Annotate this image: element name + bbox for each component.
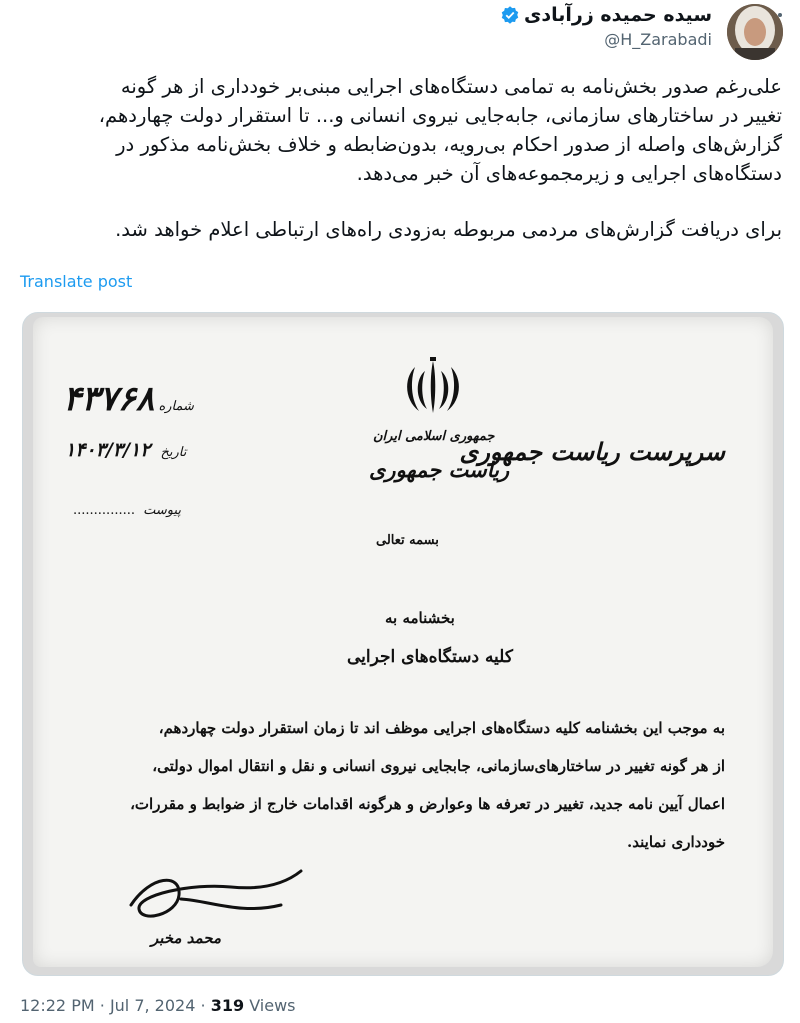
emblem-line-1: جمهوری اسلامی ایران — [373, 429, 495, 444]
author-name[interactable]: سیده حمیده زرآبادی — [523, 4, 712, 26]
signature-icon — [121, 865, 311, 935]
avatar[interactable] — [727, 4, 783, 60]
doc-body-line: از هر گونه تغییر در ساختارهای‌سازمانی، جابجایی نیروی انسانی و نقل و انتقال اموال دولتی، — [152, 757, 725, 775]
tweet-paragraph-2: برای دریافت گزارش‌های مردمی مربوطه به‌زودی راه‌های ارتباطی اعلام خواهد شد. — [115, 218, 782, 241]
tweet-header — [0, 0, 800, 64]
circular-heading-2: کلیه دستگاه‌های اجرایی — [347, 647, 513, 667]
invocation: بسمه تعالی — [376, 533, 439, 548]
signature-name: محمد مخبر — [151, 929, 222, 947]
meta-separator: · — [99, 996, 105, 1015]
tweet-meta — [20, 996, 296, 1015]
doc-body-line: به موجب این بخشنامه کلیه دستگاه‌های اجرایی موظف اند تا زمان استقرار دولت چهاردهم، — [158, 719, 725, 737]
views-label: Views — [249, 996, 296, 1015]
tweet-date[interactable]: Jul 7, 2024 — [109, 996, 196, 1015]
doc-attachment-row — [73, 503, 181, 518]
tweet-image[interactable] — [22, 312, 784, 976]
tweet-line: گزارش‌های واصله از صدور احکام بی‌رویه، بدون‌ضابطه و خلاف بخش‌نامه مذکور در — [116, 133, 782, 156]
office-title: سرپرست ریاست جمهوری — [459, 437, 725, 466]
doc-attachment-dots: ............... — [73, 503, 135, 518]
doc-number-label: شماره — [158, 399, 194, 414]
tweet-line: علی‌رغم صدور بخش‌نامه به تمامی دستگاه‌های اجرایی مبنی‌بر خودداری از هر گونه — [120, 75, 782, 98]
author-handle[interactable]: @H_Zarabadi — [604, 30, 712, 49]
doc-body-line: خودداری نمایند. — [627, 833, 725, 851]
translate-post-link[interactable]: Translate post — [20, 272, 133, 291]
doc-attachment-label: پیوست — [143, 503, 182, 518]
verified-badge-icon — [500, 5, 520, 25]
circular-heading-1: بخشنامه به — [385, 609, 455, 627]
views-count[interactable]: 319 — [210, 996, 245, 1015]
doc-date-row — [65, 439, 186, 461]
meta-separator: · — [200, 996, 206, 1015]
tweet-text — [16, 72, 782, 244]
doc-body-line: اعمال آیین نامه جدید، تغییر در تعرفه ها وعوارض و هرگونه اقدامات خارج از ضوابط و مقررات، — [130, 795, 725, 813]
doc-date-label: تاریخ — [160, 445, 187, 460]
iran-emblem-icon — [401, 357, 465, 419]
doc-date: ۱۴۰۳/۳/۱۲ — [65, 439, 151, 461]
doc-number-row — [63, 379, 194, 419]
tweet-line: دستگاه‌های اجرایی و زیرمجموعه‌های آن خبر می‌دهد. — [356, 162, 782, 185]
document-paper — [33, 317, 773, 967]
doc-number: ۴۳۷۶۸ — [63, 379, 155, 419]
tweet-time[interactable]: 12:22 PM — [20, 996, 95, 1015]
tweet-line: تغییر در ساختارهای سازمانی، جابه‌جایی نیروی انسانی و... تا استقرار دولت چهاردهم، — [98, 104, 782, 127]
emblem-line-2: ریاست جمهوری — [369, 457, 510, 482]
